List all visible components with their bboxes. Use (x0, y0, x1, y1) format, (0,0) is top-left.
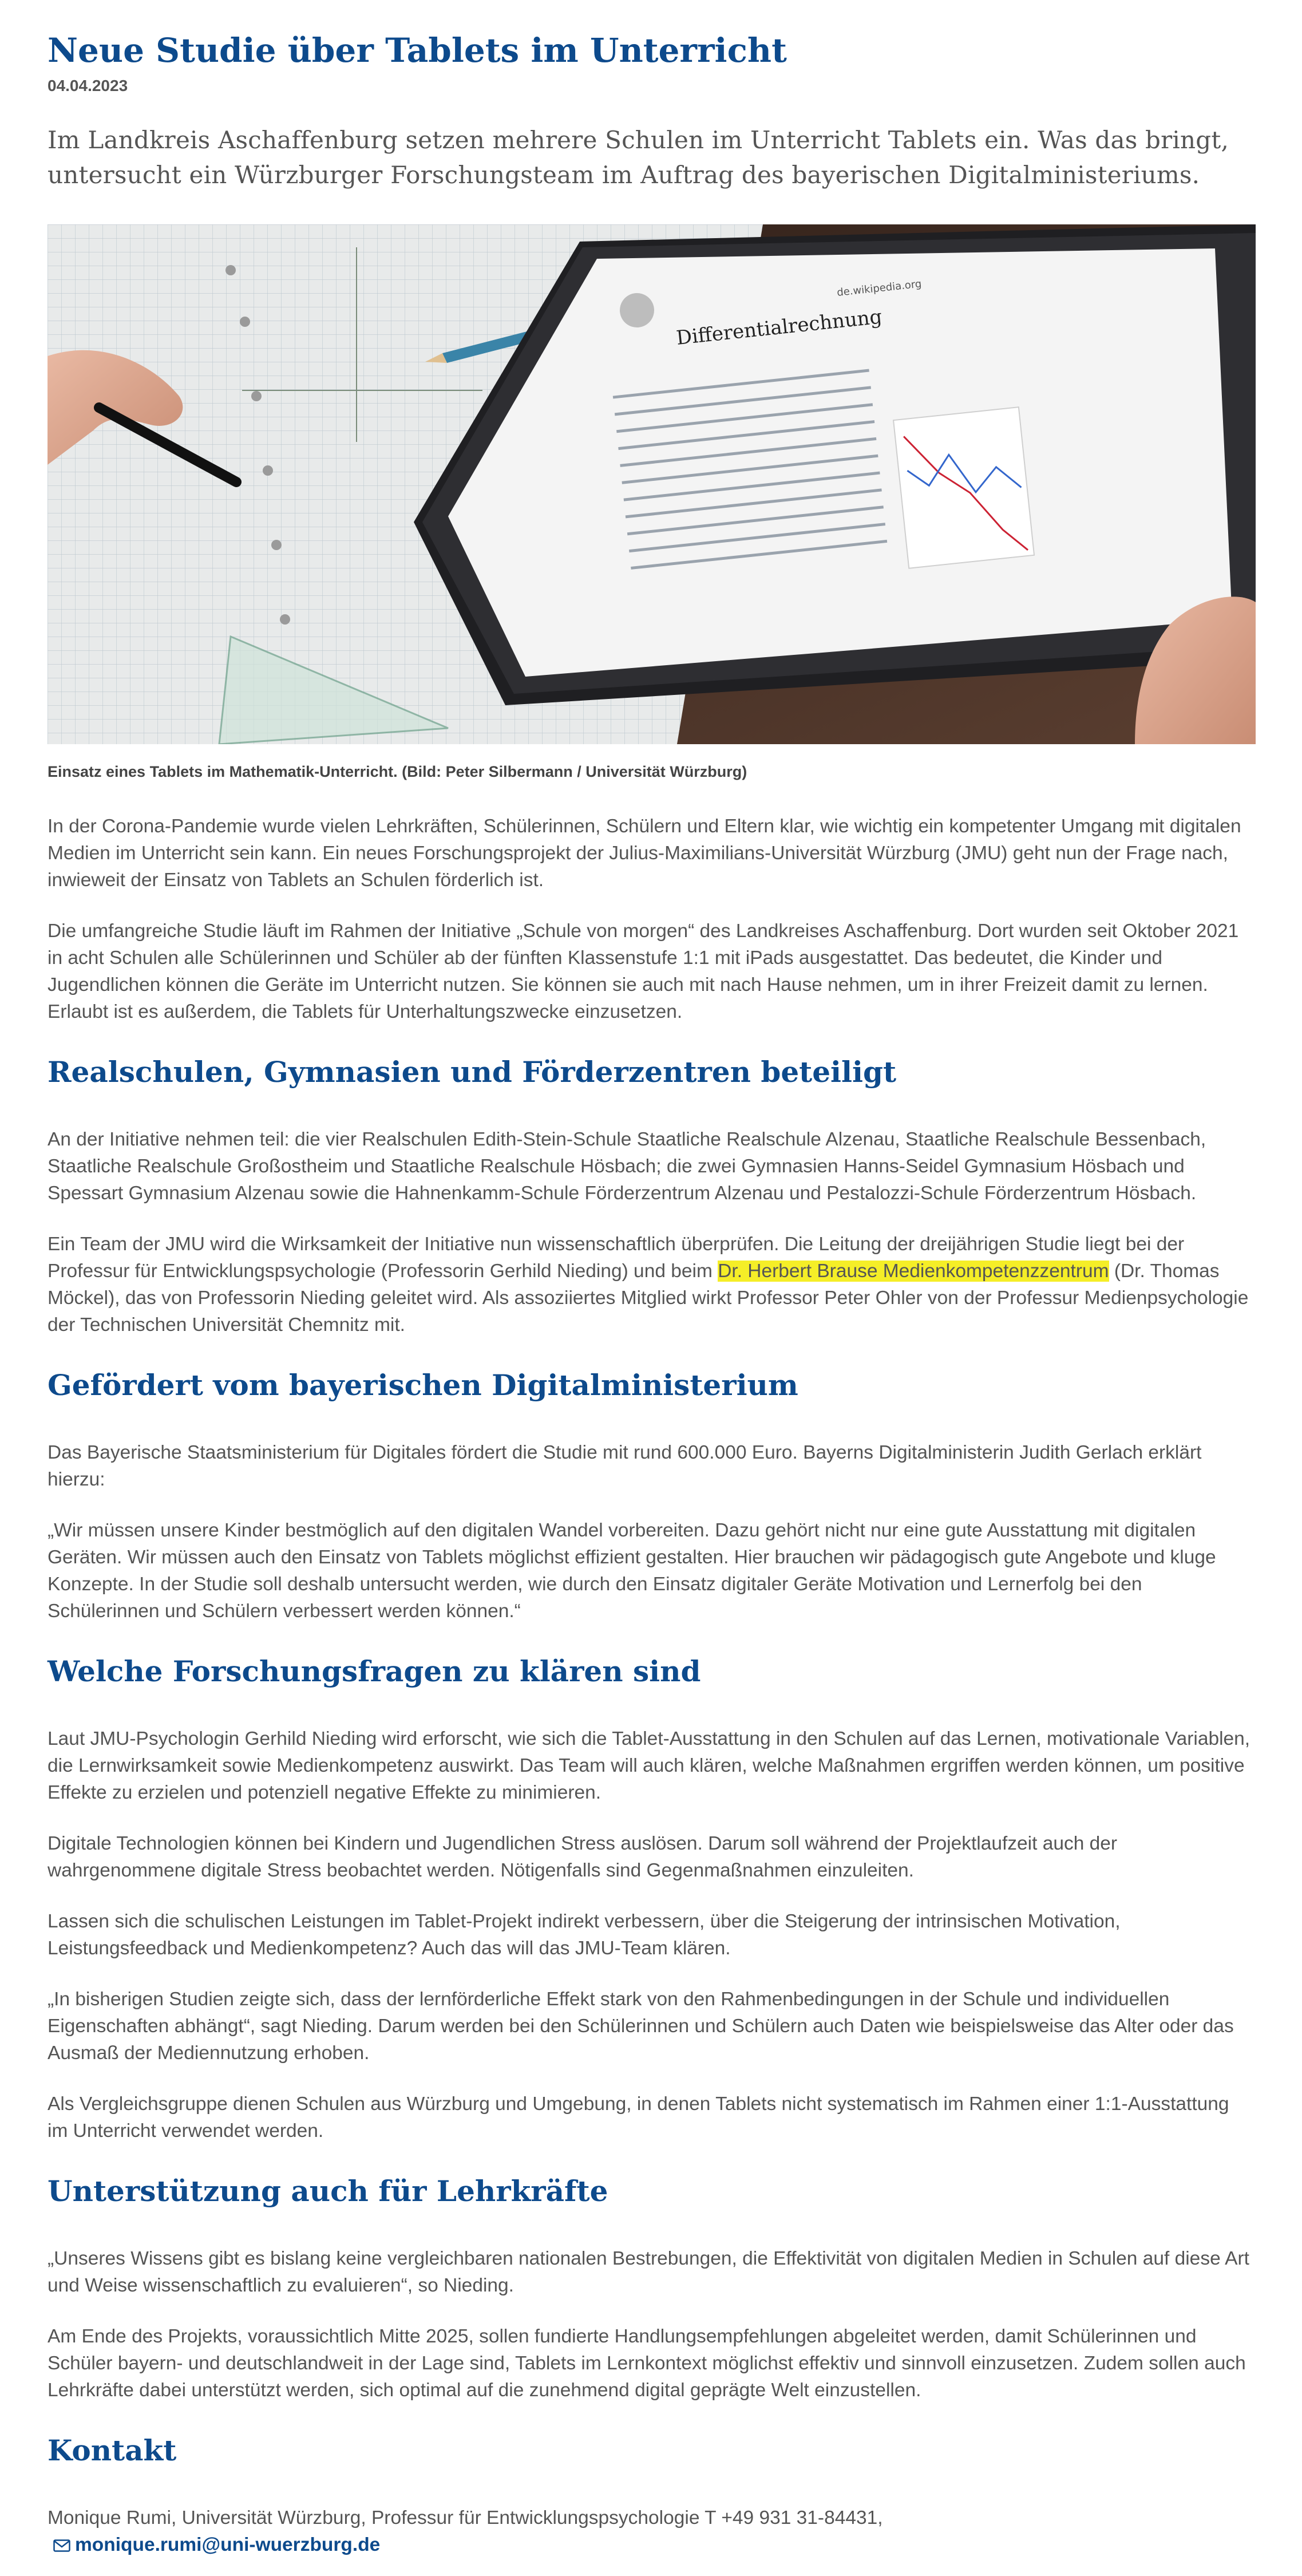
section2-paragraph-1: Das Bayerische Staatsministerium für Digitales fördert die Studie mit rund 600.000 Euro. Bayerns Digitalministerin Judith Gerlach erklärt hierzu: (48, 1442, 1202, 1490)
section4-paragraph-2: Am Ende des Projekts, voraussichtlich Mitte 2025, sollen fundierte Handlungsempfehlungen abgeleitet werden, damit Schülerinnen und Schüler bayern- und deutschlandweit in der Lage sind, Tablets im Lernkontext möglichst effektiv und sinnvoll einzusetzen. Zudem sollen auch Lehrkräfte dabei unterstützt werden, sich optimal auf die zunehmend digital geprägte Welt einzustellen. (48, 2326, 1246, 2401)
envelope-icon (53, 2532, 70, 2559)
section3-paragraph-5: Als Vergleichsgruppe dienen Schulen aus Würzburg und Umgebung, in denen Tablets nicht systematisch im Rahmen einer 1:1-Ausstattung im Unterricht verwendet werden. (48, 2093, 1229, 2142)
article-image (48, 224, 1256, 744)
section2-quote: „Wir müssen unsere Kinder bestmöglich auf den digitalen Wandel vorbereiten. Dazu gehört nicht nur eine gute Ausstattung mit digitalen Geräten. Wir müssen auch den Einsatz von Tablets möglichst effizient gestalten. Hier brauchen wir pädagogisch gute Angebote und kluge Konzepte. In der Studie soll deshalb untersucht werden, wie durch den Einsatz digitaler Geräte Motivation und Lernerfolg bei den Schülerinnen und Schülern verbessert werden können.“ (48, 1520, 1216, 1622)
section1-paragraph-1: An der Initiative nehmen teil: die vier Realschulen Edith-Stein-Schule Staatliche Realschule Alzenau, Staatliche Realschule Bessenbach, Staatliche Realschule Großostheim und Staatliche Realschule Hösbach; die zwei Gymnasien Hanns-Seidel Gymnasium Hösbach und Spessart Gymnasium Alzenau sowie die Hahnenkamm-Schule Förderzentrum Alzenau und Pestalozzi-Schule Förderzentrum Hösbach. (48, 1129, 1206, 1204)
section-heading-lehrkraefte: Unterstützung auch für Lehrkräfte (48, 2174, 608, 2208)
section3-paragraph-4: „In bisherigen Studien zeigte sich, dass der lernförderliche Effekt stark von den Rahmenbedingungen in der Schule und individuellen Eigenschaften abhängt“, sagt Nieding. Darum werden bei den Schülerinnen und Schülern auch Daten wie beispielsweise das Alter oder das Ausmaß der Mediennutzung erhoben. (48, 1989, 1234, 2064)
contact-email-link[interactable]: monique.rumi@uni-wuerzburg.de (75, 2534, 381, 2555)
section3-paragraph-3: Lassen sich die schulischen Leistungen im Tablet-Projekt indirekt verbessern, über die Steigerung der intrinsischen Motivation, Leistungsfeedback und Medienkompetenz? Auch das will das JMU-Team klären. (48, 1911, 1121, 1959)
section3-paragraph-1: Laut JMU-Psychologin Gerhild Nieding wird erforscht, wie sich die Tablet-Ausstattung in den Schulen auf das Lernen, motivationale Variablen, die Lernwirksamkeit sowie Medienkompetenz auswirkt. Das Team will auch klären, welche Maßnahmen ergriffen werden können, um positive Effekte zu erzielen und potenziell negative Effekte zu minimieren. (48, 1728, 1250, 1803)
page-title: Neue Studie über Tablets im Unterricht (48, 31, 787, 70)
tablet-screen-title: Differentialrechnung (675, 305, 884, 350)
section-heading-forschungsfragen: Welche Forschungsfragen zu klären sind (48, 1654, 701, 1688)
contact-email-row (48, 2531, 1254, 2559)
tablet-screen-url: de.wikipedia.org (836, 278, 923, 299)
intro-paragraph-1: In der Corona-Pandemie wurde vielen Lehrkräften, Schülerinnen, Schülern und Eltern klar, wie wichtig ein kompetenter Umgang mit digitalen Medien im Unterricht sein kann. Ein neues Forschungsprojekt der Julius-Maximilians-Universität Würzburg (JMU) geht nun der Frage nach, inwieweit der Einsatz von Tablets an Schulen förderlich ist. (48, 816, 1241, 891)
article-lead: Im Landkreis Aschaffenburg setzen mehrere Schulen im Unterricht Tablets ein. Was das bringt, untersucht ein Würzburger Forschungsteam im Auftrag des bayerischen Digitalministeriums. (48, 126, 1229, 189)
publish-date: 04.04.2023 (48, 77, 128, 94)
tablet-photo-illustration (48, 224, 1256, 744)
section1-text-before: Ein Team der JMU wird die Wirksamkeit der Initiative nun wissenschaftlich überprüfen. Die Leitung der dreijährigen Studie liegt bei der Professur für Entwicklungspsychologie (Professorin Gerhild Nieding) und beim (48, 1234, 1185, 1282)
section4-paragraph-1: „Unseres Wissens gibt es bislang keine vergleichbaren nationalen Bestrebungen, die Effektivität von digitalen Medien in Schulen auf diese Art und Weise wissenschaftlich zu evaluieren“, so Nieding. (48, 2248, 1249, 2296)
section1-text-after: (Dr. Thomas Möckel), das von Professorin Nieding geleitet wird. Als assoziiertes Mitglied wirkt Professor Peter Ohler von der Professur Medienpsychologie der Technischen Universität Chemnitz mit. (48, 1261, 1249, 1336)
contact-line: Monique Rumi, Universität Würzburg, Professur für Entwicklungspsychologie T +49 931 31-84431, (48, 2507, 883, 2528)
section-heading-beteiligt: Realschulen, Gymnasien und Förderzentren beteiligt (48, 1055, 897, 1089)
intro-paragraph-2: Die umfangreiche Studie läuft im Rahmen der Initiative „Schule von morgen“ des Landkreises Aschaffenburg. Dort wurden seit Oktober 2021 in acht Schulen alle Schülerinnen und Schüler ab der fünften Klassenstufe 1:1 mit iPads ausgestattet. Das bedeutet, die Kinder und Jugendlichen können die Geräte im Unterricht nutzen. Sie können sie auch mit nach Hause nehmen, um in ihrer Freizeit damit zu lernen. Erlaubt ist es außerdem, die Tablets für Unterhaltungszwecke einzusetzen. (48, 920, 1239, 1022)
section3-paragraph-2: Digitale Technologien können bei Kindern und Jugendlichen Stress auslösen. Darum soll während der Projektlaufzeit auch der wahrgenommene digitale Stress beobachtet werden. Nötigenfalls sind Gegenmaßnahmen einzuleiten. (48, 1833, 1118, 1881)
section-heading-kontakt: Kontakt (48, 2433, 177, 2467)
image-caption: Einsatz eines Tablets im Mathematik-Unterricht. (Bild: Peter Silbermann / Universität Würzburg) (48, 763, 747, 780)
section1-paragraph-2 (48, 1231, 1254, 1338)
medienkompetenzzentrum-link[interactable]: Dr. Herbert Brause Medienkompetenzzentrum (718, 1261, 1109, 1282)
section-heading-digitalministerium: Gefördert vom bayerischen Digitalministerium (48, 1368, 798, 1402)
